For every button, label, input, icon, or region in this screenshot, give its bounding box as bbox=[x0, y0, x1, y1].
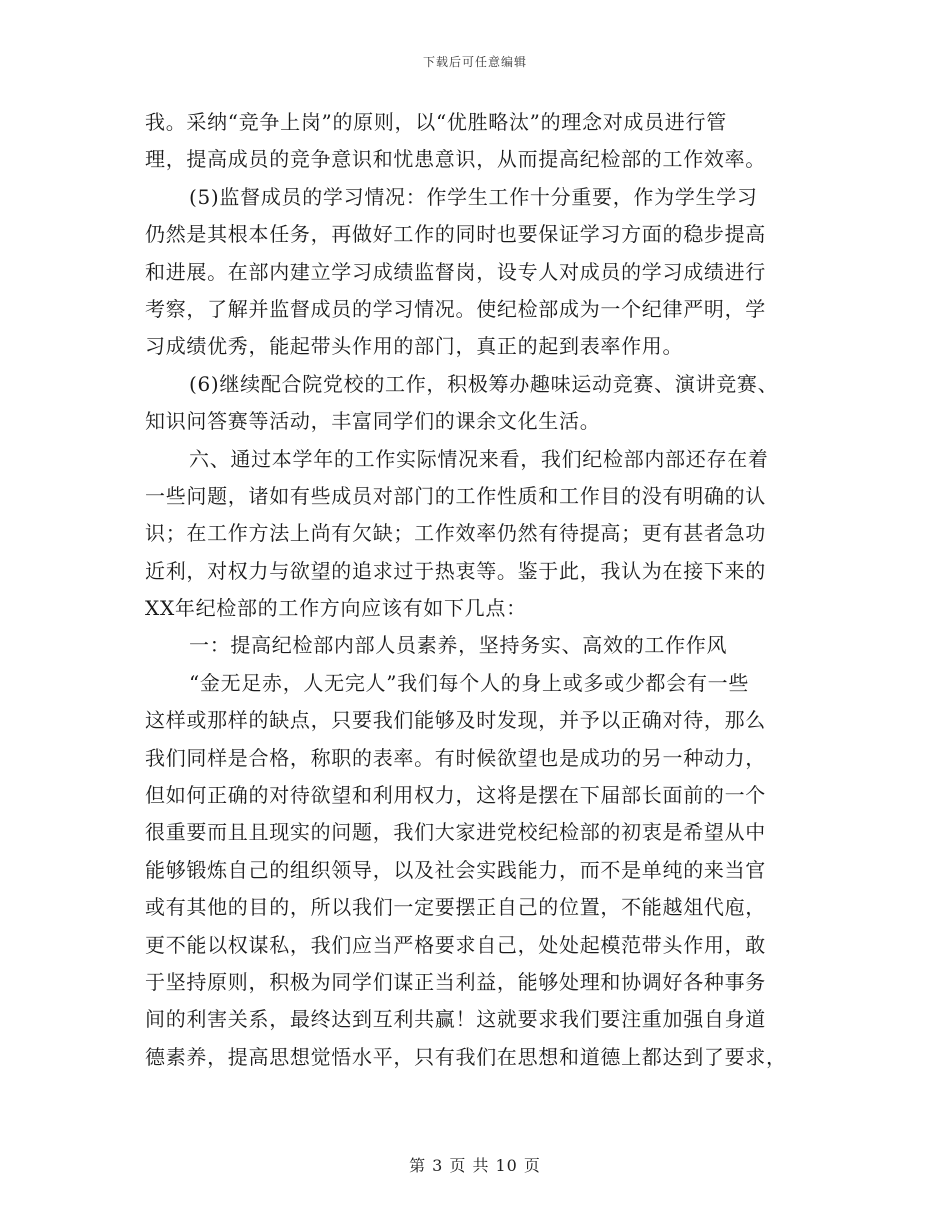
text-line: 仍然是其根本任务，再做好工作的同时也要保证学习方面的稳步提高 bbox=[145, 222, 766, 247]
text-line: (5)监督成员的学习情况：作学生工作十分重要，作为学生学习 bbox=[189, 184, 758, 209]
text-line: 但如何正确的对待欲望和利用权力，这将是摆在下届部长面前的一个 bbox=[145, 783, 766, 808]
text-line: 我们同样是合格，称职的表率。有时候欲望也是成功的另一种动力， bbox=[145, 745, 766, 770]
text-line: 一些问题，诸如有些成员对部门的工作性质和工作目的没有明确的认 bbox=[145, 483, 766, 508]
document-body bbox=[145, 104, 825, 1076]
text-line: 识；在工作方法上尚有欠缺；工作效率仍然有待提高；更有甚者急功 bbox=[145, 521, 766, 546]
text-line: 能够锻炼自己的组织领导，以及社会实践能力，而不是单纯的来当官 bbox=[145, 857, 766, 882]
text-line: 间的利害关系，最终达到互利共赢！这就要求我们要注重加强自身道 bbox=[145, 1007, 766, 1032]
text-line: 习成绩优秀，能起带头作用的部门，真正的起到表率作用。 bbox=[145, 334, 684, 359]
text-line: XX年纪检部的工作方向应该有如下几点： bbox=[145, 596, 527, 621]
text-line: 考察，了解并监督成员的学习情况。使纪检部成为一个纪律严明，学 bbox=[145, 296, 766, 321]
text-line: 我。采纳“竞争上岗”的原则，以“优胜略汰”的理念对成员进行管 bbox=[145, 110, 727, 134]
text-line: 理，提高成员的竞争意识和忧患意识，从而提高纪检部的工作效率。 bbox=[145, 147, 766, 172]
text-line: 和进展。在部内建立学习成绩监督岗，设专人对成员的学习成绩进行 bbox=[145, 259, 766, 284]
text-line: 或有其他的目的，所以我们一定要摆正自己的位置，不能越俎代庖， bbox=[145, 895, 766, 920]
page-footer bbox=[0, 1153, 950, 1176]
text-line: 近利，对权力与欲望的追求过于热衷等。鉴于此，我认为在接下来的 bbox=[145, 558, 766, 583]
page-header: 下载后可任意编辑 bbox=[422, 55, 527, 69]
footer-total-pages: 10 bbox=[495, 1156, 518, 1175]
footer-page-number: 3 bbox=[432, 1156, 444, 1175]
text-line: 德素养，提高思想觉悟水平，只有我们在思想和道德上都达到了要求， bbox=[145, 1044, 787, 1069]
text-line: 这样或那样的缺点，只要我们能够及时发现，并予以正确对待，那么 bbox=[145, 708, 766, 733]
text-line: 更不能以权谋私，我们应当严格要求自己，处处起模范带头作用，敢 bbox=[145, 932, 766, 957]
text-line: 于坚持原则，积极为同学们谋正当利益，能够处理和协调好各种事务 bbox=[145, 969, 766, 994]
footer-middle: 页 共 bbox=[449, 1156, 490, 1175]
footer-prefix: 第 bbox=[409, 1156, 427, 1175]
footer-suffix: 页 bbox=[523, 1156, 541, 1175]
text-line: “金无足赤，人无完人”我们每个人的身上或多或少都会有一些 bbox=[189, 670, 750, 695]
text-line: (6)继续配合院党校的工作，积极筹办趣味运动竞赛、演讲竞赛、 bbox=[189, 371, 779, 396]
text-line: 六、通过本学年的工作实际情况来看，我们纪检部内部还存在着 bbox=[189, 446, 769, 471]
text-line: 知识问答赛等活动，丰富同学们的课余文化生活。 bbox=[145, 409, 601, 434]
text-line: 很重要而且且现实的问题，我们大家进党校纪检部的初衷是希望从中 bbox=[145, 820, 766, 845]
text-line: 一：提高纪检部内部人员素养，坚持务实、高效的工作作风 bbox=[189, 633, 728, 658]
